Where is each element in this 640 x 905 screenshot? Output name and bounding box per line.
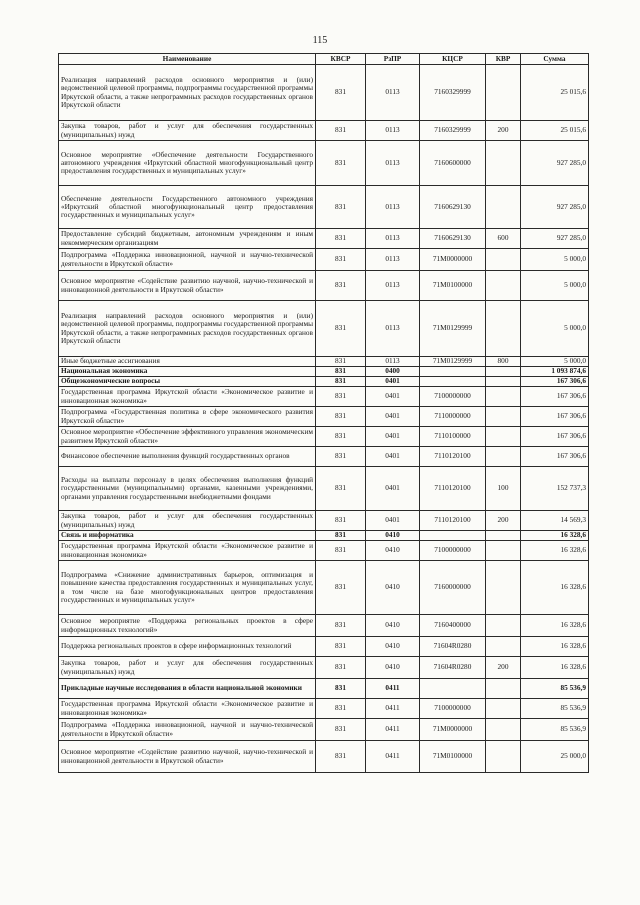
table-row (59, 657, 589, 679)
cell-rzpr: 0113 (366, 229, 420, 249)
cell-rzpr: 0401 (366, 447, 420, 467)
cell-rzpr: 0411 (366, 719, 420, 741)
cell-name: Поддержка региональных проектов в сфере информационных технологий (59, 637, 316, 657)
cell-kvr: 200 (486, 657, 521, 679)
cell-kvr: 800 (486, 357, 521, 367)
budget-table (58, 53, 589, 773)
cell-kvsr: 831 (316, 511, 366, 531)
cell-name: Связь и информатика (59, 531, 316, 541)
cell-kvr (486, 141, 521, 186)
cell-kvr (486, 271, 521, 301)
cell-kvsr: 831 (316, 741, 366, 773)
table-body (59, 65, 589, 773)
cell-kcsr: 71М0129999 (420, 301, 486, 357)
cell-name: Государственная программа Иркутской области «Экономическое развитие и инновационная экономика» (59, 387, 316, 407)
cell-rzpr: 0401 (366, 407, 420, 427)
cell-sum: 16 328,6 (521, 561, 589, 615)
cell-kvr: 100 (486, 467, 521, 511)
cell-kcsr: 7110120100 (420, 447, 486, 467)
cell-sum: 85 536,9 (521, 679, 589, 699)
cell-sum: 927 285,0 (521, 229, 589, 249)
cell-name: Государственная программа Иркутской области «Экономическое развитие и инновационная экономика» (59, 541, 316, 561)
cell-sum: 16 328,6 (521, 541, 589, 561)
cell-sum: 25 015,6 (521, 65, 589, 121)
header-kvsr: КВСР (316, 54, 366, 65)
table-row (59, 741, 589, 773)
cell-name: Государственная программа Иркутской области «Экономическое развитие и инновационная экономика» (59, 699, 316, 719)
table-row (59, 357, 589, 367)
cell-kvsr: 831 (316, 679, 366, 699)
header-kcsr: КЦСР (420, 54, 486, 65)
cell-name: Общеэкономические вопросы (59, 377, 316, 387)
cell-sum: 152 737,3 (521, 467, 589, 511)
cell-kvr (486, 615, 521, 637)
table-row (59, 121, 589, 141)
cell-kvr (486, 186, 521, 229)
cell-kcsr: 7160329999 (420, 65, 486, 121)
cell-kvsr: 831 (316, 447, 366, 467)
cell-sum: 16 328,6 (521, 531, 589, 541)
table-row (59, 511, 589, 531)
cell-rzpr: 0400 (366, 367, 420, 377)
table-row (59, 186, 589, 229)
cell-kvsr: 831 (316, 541, 366, 561)
cell-kvsr: 831 (316, 141, 366, 186)
cell-kvsr: 831 (316, 637, 366, 657)
cell-sum: 167 306,6 (521, 447, 589, 467)
cell-name: Подпрограмма «Государственная политика в сфере экономического развития Иркутской области» (59, 407, 316, 427)
cell-name: Основное мероприятие «Содействие развитию научной, научно-технической и инновационной деятельности в Иркутской области» (59, 271, 316, 301)
cell-sum: 25 000,0 (521, 741, 589, 773)
cell-name: Подпрограмма «Снижение административных барьеров, оптимизация и повышение качества предоставления государственных и муниципальных услуг, в том числе на базе многофункциональных центров предоставления государственных и муниципальных услуг» (59, 561, 316, 615)
cell-rzpr: 0411 (366, 699, 420, 719)
table-row (59, 271, 589, 301)
cell-rzpr: 0401 (366, 511, 420, 531)
table-row (59, 679, 589, 699)
cell-kcsr: 7160000000 (420, 561, 486, 615)
table-row (59, 467, 589, 511)
cell-kvr (486, 301, 521, 357)
cell-rzpr: 0410 (366, 615, 420, 637)
cell-sum: 167 306,6 (521, 427, 589, 447)
cell-kvr (486, 741, 521, 773)
page-number: 115 (312, 35, 328, 46)
cell-name: Реализация направлений расходов основного мероприятия и (или) ведомственной целевой программы, подпрограммы государственной программы Иркутской области, а также непрограммных расходов государственных органов Иркутской области (59, 65, 316, 121)
cell-kvr (486, 65, 521, 121)
cell-name: Основное мероприятие «Поддержка региональных проектов в сфере информационных технологий» (59, 615, 316, 637)
cell-name: Предоставление субсидий бюджетным, автономным учреждениям и иным некоммерческим организациям (59, 229, 316, 249)
cell-kcsr: 71М0000000 (420, 249, 486, 271)
cell-name: Подпрограмма «Поддержка инновационной, научной и научно-технической деятельности в Иркутской области» (59, 719, 316, 741)
table-row (59, 301, 589, 357)
cell-sum: 16 328,6 (521, 657, 589, 679)
cell-name: Закупка товаров, работ и услуг для обеспечения государственных (муниципальных) нужд (59, 657, 316, 679)
cell-kcsr: 71М0100000 (420, 271, 486, 301)
header-kvr: КВР (486, 54, 521, 65)
cell-rzpr: 0401 (366, 377, 420, 387)
table-row (59, 141, 589, 186)
cell-kvr (486, 699, 521, 719)
table-row (59, 615, 589, 637)
cell-kvsr: 831 (316, 377, 366, 387)
cell-kcsr: 7110100000 (420, 427, 486, 447)
cell-kvr: 600 (486, 229, 521, 249)
table-row (59, 65, 589, 121)
cell-kvsr: 831 (316, 249, 366, 271)
header-name: Наименование (59, 54, 316, 65)
cell-rzpr: 0113 (366, 249, 420, 271)
table-row (59, 229, 589, 249)
cell-name: Основное мероприятие «Содействие развитию научной, научно-технической и инновационной деятельности в Иркутской области» (59, 741, 316, 773)
cell-sum: 5 000,0 (521, 357, 589, 367)
cell-rzpr: 0411 (366, 741, 420, 773)
cell-name: Закупка товаров, работ и услуг для обеспечения государственных (муниципальных) нужд (59, 511, 316, 531)
cell-name: Закупка товаров, работ и услуг для обеспечения государственных (муниципальных) нужд (59, 121, 316, 141)
cell-rzpr: 0401 (366, 387, 420, 407)
cell-kcsr (420, 679, 486, 699)
table-header (59, 54, 589, 65)
cell-rzpr: 0113 (366, 141, 420, 186)
cell-rzpr: 0113 (366, 271, 420, 301)
table-row (59, 447, 589, 467)
cell-name: Расходы на выплаты персоналу в целях обеспечения выполнения функций государственными (муниципальными) органами, казенными учреждениями, органами управления государственными внебюджетными фондами (59, 467, 316, 511)
cell-rzpr: 0410 (366, 561, 420, 615)
cell-sum: 16 328,6 (521, 637, 589, 657)
cell-kcsr: 7160600000 (420, 141, 486, 186)
cell-sum: 167 306,6 (521, 387, 589, 407)
cell-kvsr: 831 (316, 301, 366, 357)
cell-name: Иные бюджетные ассигнования (59, 357, 316, 367)
cell-kvsr: 831 (316, 229, 366, 249)
cell-kcsr: 7160629130 (420, 229, 486, 249)
cell-kvsr: 831 (316, 657, 366, 679)
cell-kcsr: 7110000000 (420, 407, 486, 427)
cell-kcsr: 7100000000 (420, 387, 486, 407)
cell-rzpr: 0410 (366, 657, 420, 679)
table-row (59, 407, 589, 427)
cell-name: Подпрограмма «Поддержка инновационной, научной и научно-технической деятельности в Иркутской области» (59, 249, 316, 271)
table-row (59, 249, 589, 271)
cell-sum: 85 536,9 (521, 719, 589, 741)
cell-kvsr: 831 (316, 427, 366, 447)
cell-kvsr: 831 (316, 467, 366, 511)
cell-kcsr (420, 377, 486, 387)
cell-kcsr: 71М0100000 (420, 741, 486, 773)
cell-kvsr: 831 (316, 407, 366, 427)
cell-kvr (486, 407, 521, 427)
cell-kcsr (420, 367, 486, 377)
cell-sum: 167 306,6 (521, 407, 589, 427)
cell-sum: 85 536,9 (521, 699, 589, 719)
cell-kcsr: 71604R0280 (420, 637, 486, 657)
cell-kvsr: 831 (316, 387, 366, 407)
cell-kvsr: 831 (316, 719, 366, 741)
table-row (59, 719, 589, 741)
cell-kvr (486, 637, 521, 657)
cell-name: Национальная экономика (59, 367, 316, 377)
cell-kcsr: 7110120100 (420, 511, 486, 531)
cell-kvr (486, 541, 521, 561)
cell-kvsr: 831 (316, 699, 366, 719)
cell-kvsr: 831 (316, 186, 366, 229)
cell-sum: 25 015,6 (521, 121, 589, 141)
cell-rzpr: 0113 (366, 121, 420, 141)
cell-kvsr: 831 (316, 271, 366, 301)
cell-rzpr: 0113 (366, 65, 420, 121)
cell-rzpr: 0410 (366, 531, 420, 541)
cell-name: Финансовое обеспечение выполнения функций государственных органов (59, 447, 316, 467)
cell-name: Основное мероприятие «Обеспечение деятельности Государственного автономного учреждения «Иркутский областной многофункциональный центр предоставления государственных и муниципальных услуг» (59, 141, 316, 186)
cell-kvsr: 831 (316, 357, 366, 367)
cell-kcsr: 71604R0280 (420, 657, 486, 679)
table-row (59, 377, 589, 387)
cell-sum: 927 285,0 (521, 186, 589, 229)
cell-kcsr: 71М0129999 (420, 357, 486, 367)
cell-kcsr: 7160400000 (420, 615, 486, 637)
cell-sum: 167 306,6 (521, 377, 589, 387)
header-row (59, 54, 589, 65)
cell-name: Основное мероприятие «Обеспечение эффективного управления экономическим развитием Иркутской области» (59, 427, 316, 447)
cell-name: Реализация направлений расходов основного мероприятия и (или) ведомственной целевой программы, подпрограммы государственной программы Иркутской области, а также непрограммных расходов государственных органов Иркутской области (59, 301, 316, 357)
cell-rzpr: 0411 (366, 679, 420, 699)
cell-name: Обеспечение деятельности Государственного автономного учреждения «Иркутский областной многофункциональный центр предоставления государственных и муниципальных услуг» (59, 186, 316, 229)
cell-kvsr: 831 (316, 121, 366, 141)
cell-kvsr: 831 (316, 367, 366, 377)
table-row (59, 541, 589, 561)
cell-sum: 14 569,3 (521, 511, 589, 531)
cell-kvr (486, 679, 521, 699)
table-row (59, 387, 589, 407)
cell-kvr (486, 561, 521, 615)
cell-kvr: 200 (486, 121, 521, 141)
header-rzpr: РзПР (366, 54, 420, 65)
cell-sum: 927 285,0 (521, 141, 589, 186)
cell-kvr (486, 719, 521, 741)
cell-kcsr: 71М0000000 (420, 719, 486, 741)
cell-sum: 5 000,0 (521, 271, 589, 301)
cell-sum: 5 000,0 (521, 249, 589, 271)
cell-kcsr: 7110120100 (420, 467, 486, 511)
cell-kvr: 200 (486, 511, 521, 531)
cell-name: Прикладные научные исследования в области национальной экономики (59, 679, 316, 699)
table-row (59, 427, 589, 447)
cell-kcsr: 7100000000 (420, 541, 486, 561)
cell-kvr (486, 427, 521, 447)
cell-rzpr: 0410 (366, 637, 420, 657)
cell-kcsr: 7160629130 (420, 186, 486, 229)
cell-kvsr: 831 (316, 65, 366, 121)
cell-kcsr: 7160329999 (420, 121, 486, 141)
cell-sum: 5 000,0 (521, 301, 589, 357)
cell-kvsr: 831 (316, 561, 366, 615)
cell-kvr (486, 367, 521, 377)
cell-kcsr: 7100000000 (420, 699, 486, 719)
cell-rzpr: 0113 (366, 301, 420, 357)
cell-kvr (486, 377, 521, 387)
table-row (59, 561, 589, 615)
table-row (59, 367, 589, 377)
cell-kvr (486, 249, 521, 271)
table-row (59, 637, 589, 657)
cell-rzpr: 0401 (366, 427, 420, 447)
cell-kvr (486, 387, 521, 407)
table-row (59, 699, 589, 719)
cell-sum: 16 328,6 (521, 615, 589, 637)
cell-rzpr: 0113 (366, 357, 420, 367)
cell-sum: 1 093 874,6 (521, 367, 589, 377)
cell-kcsr (420, 531, 486, 541)
cell-rzpr: 0113 (366, 186, 420, 229)
table-row (59, 531, 589, 541)
cell-kvr (486, 531, 521, 541)
cell-kvsr: 831 (316, 615, 366, 637)
header-sum: Сумма (521, 54, 589, 65)
cell-kvsr: 831 (316, 531, 366, 541)
cell-rzpr: 0401 (366, 467, 420, 511)
cell-rzpr: 0410 (366, 541, 420, 561)
cell-kvr (486, 447, 521, 467)
